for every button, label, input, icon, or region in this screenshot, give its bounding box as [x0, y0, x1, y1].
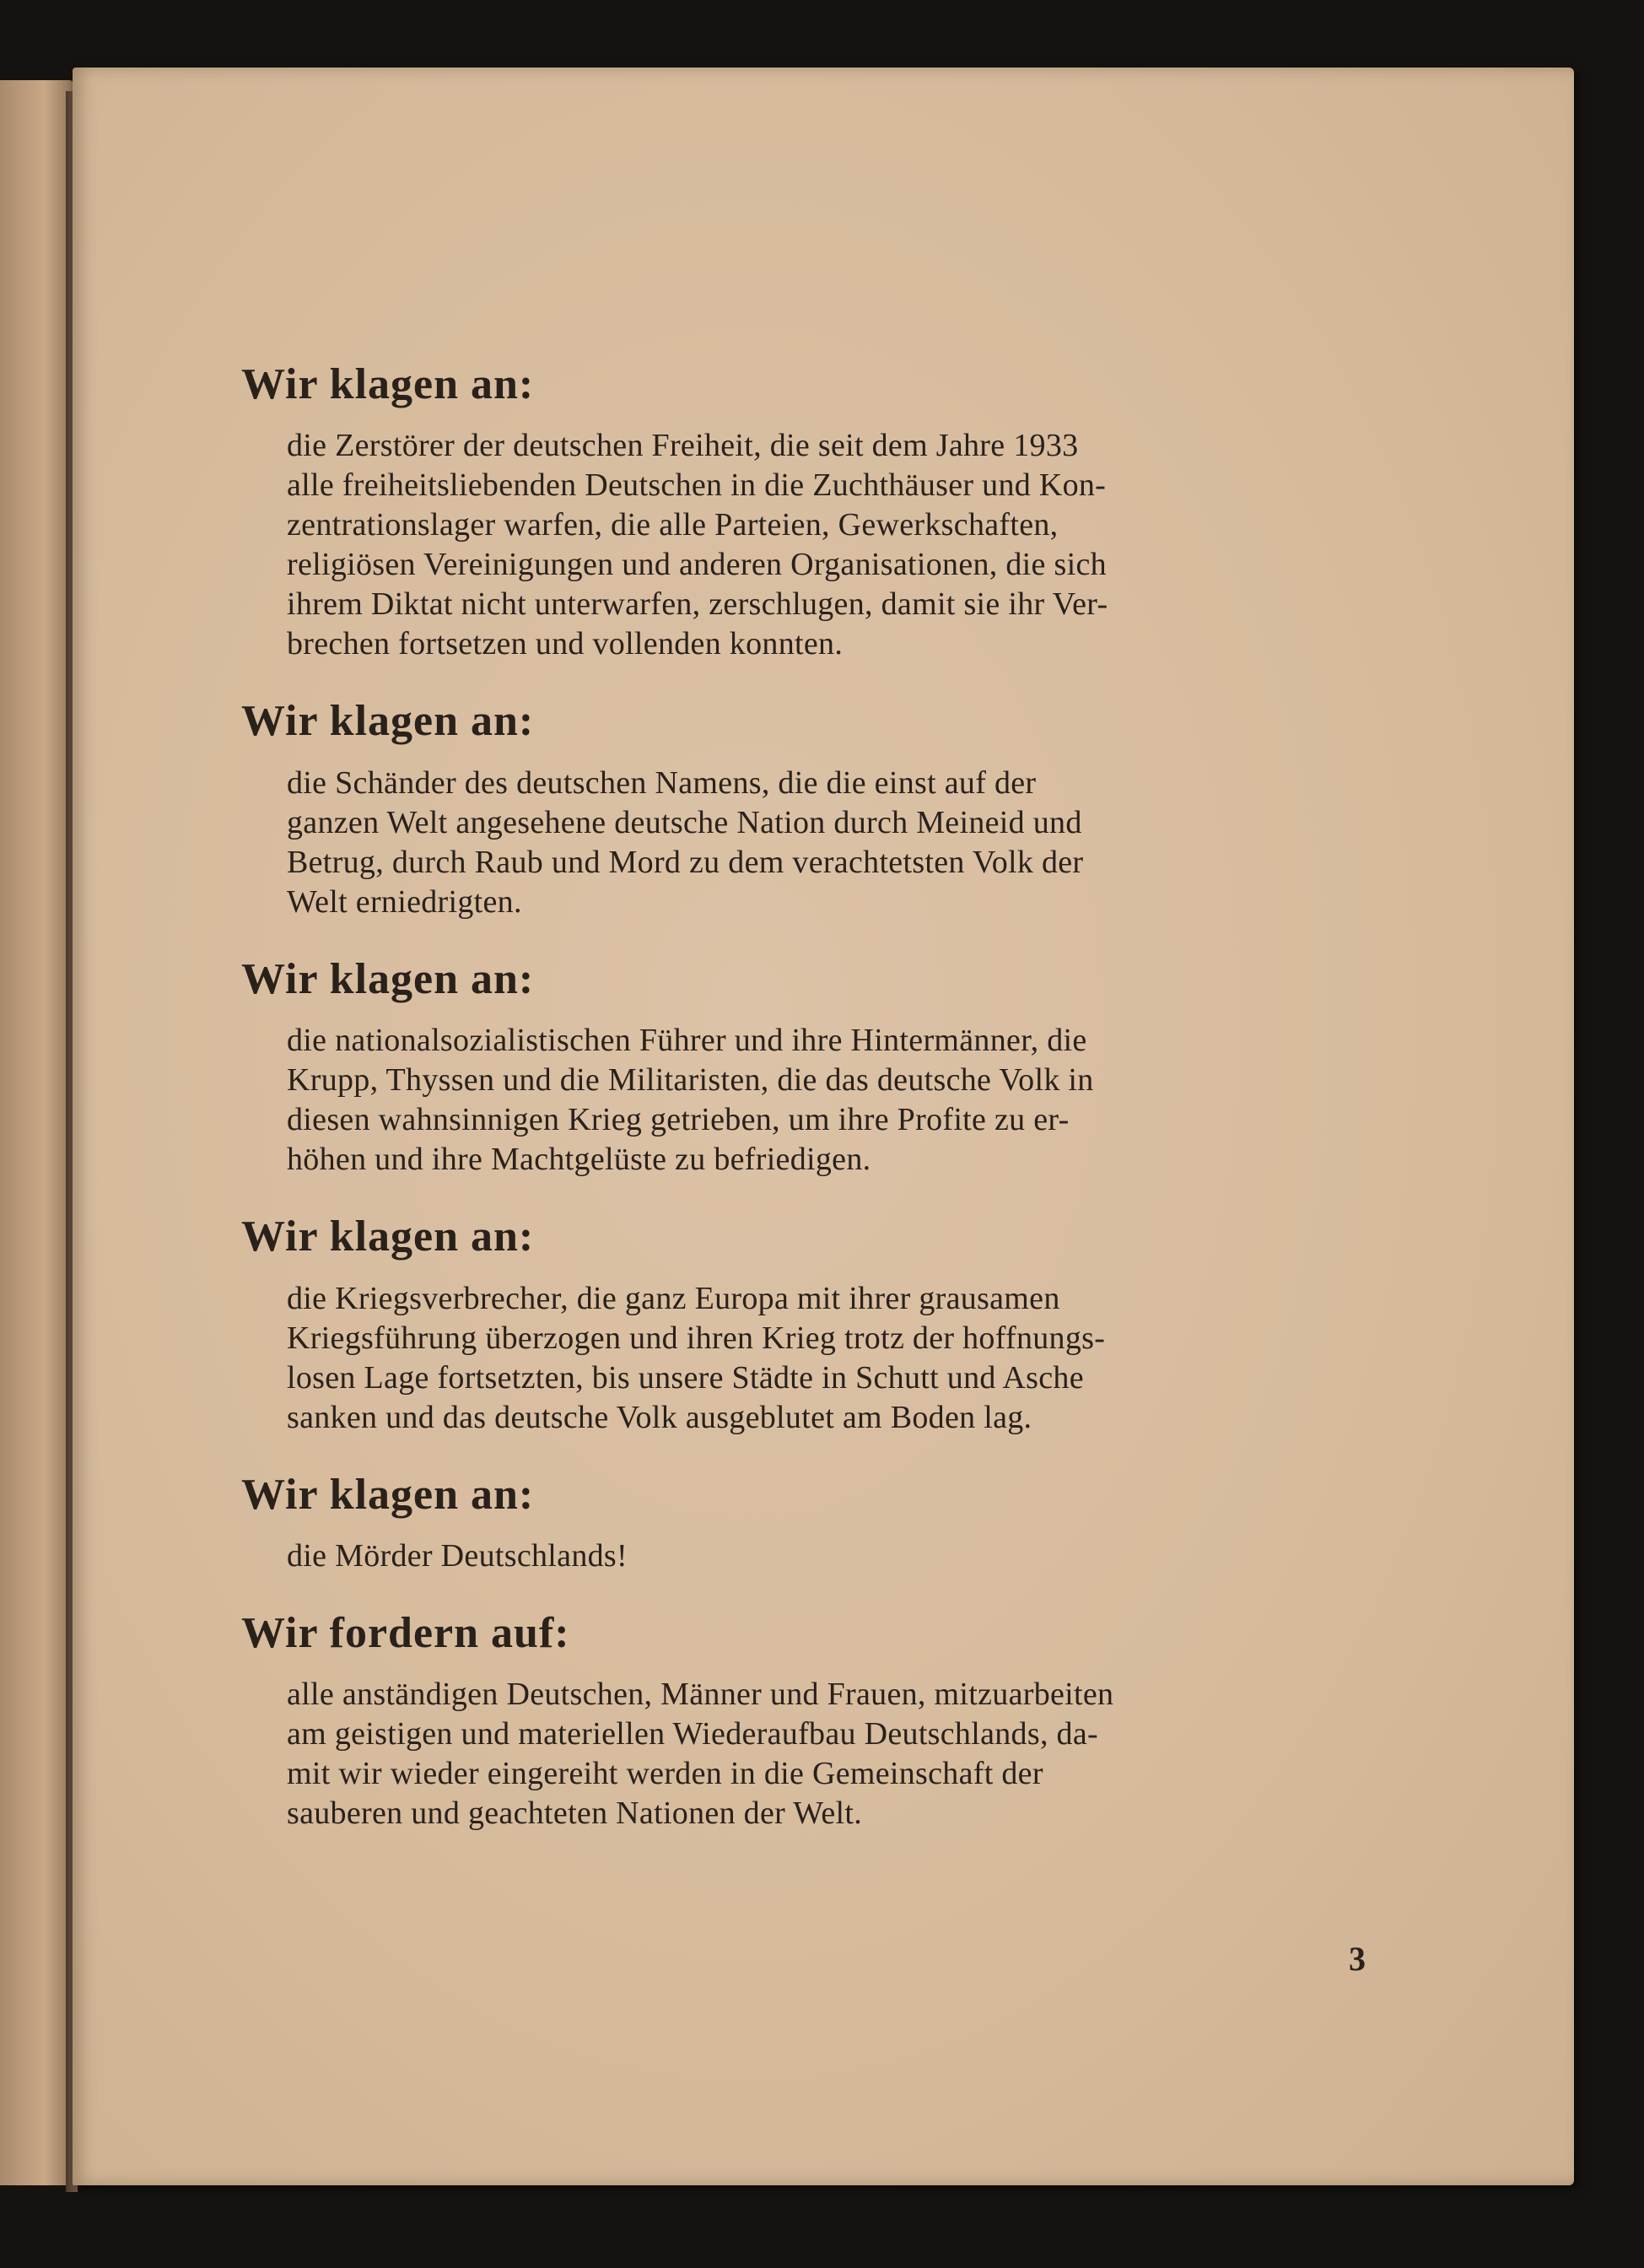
section-body: alle anständigen Deutschen, Männer und Frauen, mitzuarbeiten am geistigen und materiellen Wiederaufbau Deutschlands, da- mit wir wieder eingereiht werden in die Gemeinschaft der sauberen und geachteten Nationen der Welt.	[287, 1677, 1114, 1832]
document-page	[73, 68, 1574, 2185]
section-heading: Wir klagen an:	[241, 1470, 535, 1519]
previous-page-edge	[0, 80, 74, 2185]
section-1	[241, 359, 1372, 664]
section-body: die Schänder des deutschen Namens, die die einst auf der ganzen Welt angesehene deutsche Nation durch Meineid und Betrug, durch Raub und Mord zu dem verachtetsten Volk der Welt erniedrigten.	[287, 764, 1084, 920]
section-body: die Zerstörer der deutschen Freiheit, die seit dem Jahre 1933 alle freiheitsliebenden Deutschen in die Zuchthäuser und Kon- zentrationslager warfen, die alle Parteien, Gewerkschaften, religiösen Vereinigungen und anderen Organisationen, die sich ihrem Diktat nicht unterwarfen, zerschlugen, damit sie ihr Ver- brechen fortsetzen und vollenden konnten.	[287, 428, 1108, 662]
text-block	[241, 359, 1372, 1865]
section-6	[241, 1607, 1372, 1833]
section-heading: Wir klagen an:	[241, 1212, 535, 1261]
section-4	[241, 1211, 1372, 1437]
section-3	[241, 953, 1372, 1180]
section-heading: Wir fordern auf:	[241, 1608, 570, 1657]
section-2	[241, 695, 1372, 921]
section-body: die Kriegsverbrecher, die ganz Europa mit ihrer grausamen Kriegsführung überzogen und ihren Krieg trotz der hoffnungs- losen Lage fortsetzten, bis unsere Städte in Schutt und Asche sanken und das deutsche Volk ausgeblutet am Boden lag.	[287, 1280, 1106, 1435]
section-heading: Wir klagen an:	[241, 697, 535, 746]
page-number: 3	[1349, 1940, 1366, 1978]
section-5	[241, 1469, 1372, 1576]
section-body: die Mörder Deutschlands!	[287, 1537, 628, 1574]
section-heading: Wir klagen an:	[241, 954, 535, 1003]
section-heading: Wir klagen an:	[241, 360, 535, 408]
section-body: die nationalsozialistischen Führer und ihre Hintermänner, die Krupp, Thyssen und die Militaristen, die das deutsche Volk in diesen wahnsinnigen Krieg getrieben, um ihre Profite zu er- höhen und ihre Machtgelüste zu befriedigen.	[287, 1023, 1094, 1178]
